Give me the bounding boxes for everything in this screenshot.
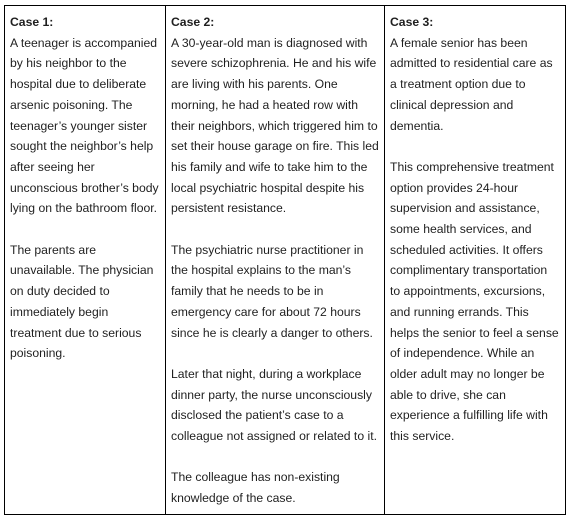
case-3-cell bbox=[385, 6, 566, 515]
case-3-title: Case 3: bbox=[390, 15, 434, 29]
case-1-paragraph: A teenager is accompanied by his neighbor to the hospital due to deliberate arsenic poisoning. The teenager’s younger sister sought the neighbor’s help after seeing her unconscious brother’s body lying on the bathroom floor. bbox=[10, 35, 159, 216]
case-2-paragraph: The colleague has non-existing knowledge of the case. bbox=[171, 470, 340, 506]
case-2-title: Case 2: bbox=[171, 15, 215, 29]
table-row bbox=[5, 6, 566, 515]
case-1-cell bbox=[5, 6, 166, 515]
case-3-paragraph: This comprehensive treatment option provides 24-hour supervision and assistance, some health services, and scheduled activities. It offers complimentary transportation to appointments, excursions, and running errands. This helps the senior to feel a sense of independence. While an older adult may no longer be able to drive, she can experience a fulfilling life with this service. bbox=[390, 159, 559, 444]
case-2-paragraph: A 30-year-old man is diagnosed with severe schizophrenia. He and his wife are living with his parents. One morning, he had a heated row with their neighbors, which triggered him to set their house garage on fire. This led his family and wife to take him to the local psychiatric hospital despite his persistent resistance. bbox=[171, 35, 379, 216]
case-1-paragraph: The parents are unavailable. The physician on duty decided to immediately begin treatment due to serious poisoning. bbox=[10, 242, 154, 361]
case-2-paragraph: The psychiatric nurse practitioner in the hospital explains to the man’s family that he needs to be in emergency care for about 72 hours since he is clearly a danger to others. bbox=[171, 242, 373, 340]
case-2-paragraph: Later that night, during a workplace dinner party, the nurse unconsciously disclosed the patient’s case to a colleague not assigned or related to it. bbox=[171, 366, 377, 444]
case-2-cell bbox=[166, 6, 385, 515]
case-1-title: Case 1: bbox=[10, 15, 54, 29]
case-3-paragraph: A female senior has been admitted to residential care as a treatment option due to clinical depression and dementia. bbox=[390, 35, 553, 133]
case-table bbox=[4, 5, 566, 515]
